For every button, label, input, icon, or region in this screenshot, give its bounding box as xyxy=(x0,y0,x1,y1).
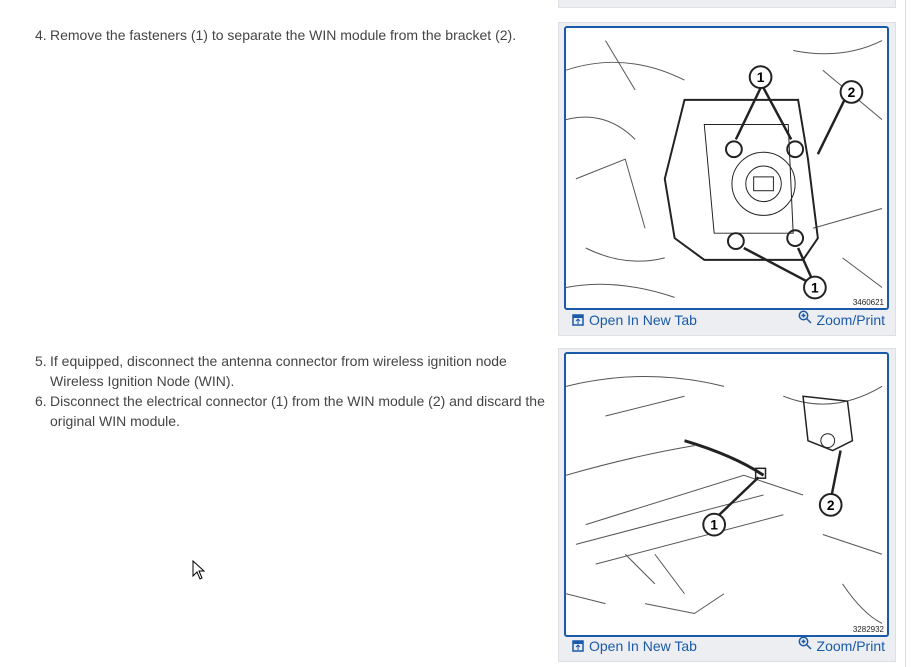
figure-id: 3282932 xyxy=(852,625,884,634)
callout-2: 2 xyxy=(826,496,835,513)
zoom-print-link[interactable] xyxy=(798,309,885,328)
step-5 xyxy=(35,351,555,391)
callout-2: 2 xyxy=(847,83,856,100)
callout-1: 1 xyxy=(756,69,765,86)
step-6 xyxy=(35,391,555,431)
callout-1-lower: 1 xyxy=(811,279,819,296)
win-module-illustration xyxy=(566,28,887,308)
figure-image-win-connector[interactable] xyxy=(564,352,889,637)
step-text: If equipped, disconnect the antenna connector from wireless ignition node Wireless Ignition Node (WIN). xyxy=(50,353,507,389)
open-in-new-tab-link[interactable] xyxy=(572,312,697,328)
zoom-in-icon xyxy=(798,636,812,650)
open-in-new-tab-link[interactable] xyxy=(572,638,697,654)
step-number: 5. xyxy=(35,353,47,369)
zoom-print-link[interactable] xyxy=(798,635,885,654)
step-text: Remove the fasteners (1) to separate the WIN module from the bracket (2). xyxy=(50,27,517,43)
step-text: Disconnect the electrical connector (1) from the WIN module (2) and discard the original WIN module. xyxy=(50,393,545,429)
open-new-tab-icon xyxy=(572,314,584,326)
figure-footer xyxy=(564,634,889,661)
figure-image-win-module-fasteners[interactable] xyxy=(564,26,889,310)
zoom-in-icon xyxy=(798,310,812,324)
open-in-new-tab-label: Open In New Tab xyxy=(589,638,697,654)
figure-panel-2 xyxy=(558,348,896,662)
figure-panel-1 xyxy=(558,22,896,336)
open-in-new-tab-label: Open In New Tab xyxy=(589,312,697,328)
step-4 xyxy=(35,25,555,45)
figure-id: 3460621 xyxy=(852,298,884,307)
callout-1: 1 xyxy=(710,516,718,533)
step-number: 6. xyxy=(35,393,47,409)
win-connector-illustration xyxy=(566,354,887,635)
scrollbar[interactable] xyxy=(905,0,906,667)
step-number: 4. xyxy=(35,27,47,43)
figure-footer xyxy=(564,308,889,335)
open-new-tab-icon xyxy=(572,640,584,652)
zoom-print-label: Zoom/Print xyxy=(816,312,885,328)
mouse-pointer-icon xyxy=(192,560,206,580)
zoom-print-label: Zoom/Print xyxy=(816,638,885,654)
previous-figure-panel xyxy=(558,0,896,8)
